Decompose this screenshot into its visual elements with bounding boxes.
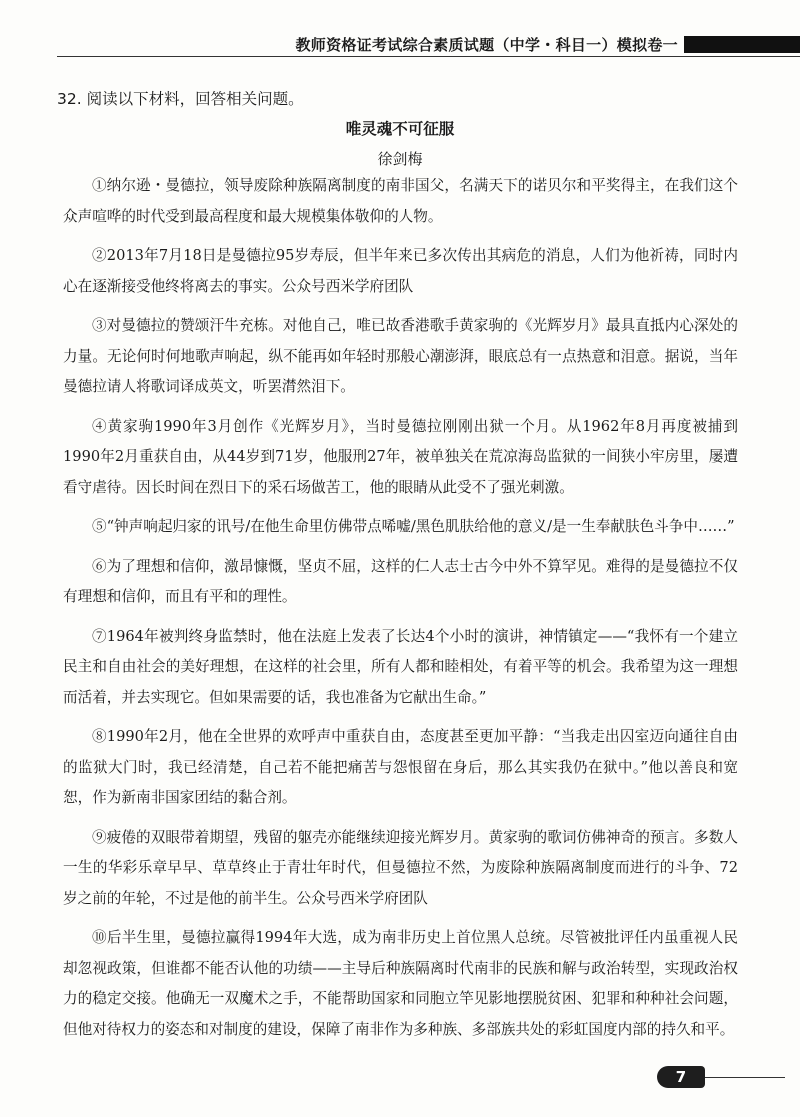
page-footer: [657, 1066, 800, 1090]
paragraph-4: ④黄家驹1990年3月创作《光辉岁月》，当时曼德拉刚刚出狱一个月。从1962年8月再度被捕到1990年2月重获自由，从44岁到71岁，他服刑27年，被单独关在荒凉海岛监狱的一间狭小牢房里，屡遭看守虐待。因长时间在烈日下的采石场做苦工，他的眼睛从此受不了强光刺激。: [63, 417, 738, 496]
page-header: [0, 32, 800, 56]
header-black-bar: [684, 36, 800, 53]
paragraph-10: ⑩后半生里，曼德拉赢得1994年大选，成为南非历史上首位黑人总统。尽管被批评任内虽重视人民却忽视政策，但谁都不能否认他的功绩——主导后种族隔离时代南非的民族和解与政治转型，实现政治权力的稳定交接。他确无一双魔术之手，不能帮助国家和同胞立竿见影地摆脱贫困、犯罪和种种社会问题，但他对待权力的姿态和对制度的建设，保障了南非作为多种族、多部族共处的彩虹国度内部的持久和平。: [63, 929, 738, 1038]
paragraph-1: ①纳尔逊・曼德拉，领导废除种族隔离制度的南非国父，名满天下的诺贝尔和平奖得主，在我们这个众声喧哗的时代受到最高程度和最大规模集体敬仰的人物。: [63, 177, 738, 225]
question-prompt: 32. 阅读以下材料，回答相关问题。: [57, 90, 304, 108]
paragraph-9: ⑨疲倦的双眼带着期望，残留的躯壳亦能继续迎接光辉岁月。黄家驹的歌词仿佛神奇的预言。多数人一生的华彩乐章早早、草草终止于青壮年时代，但曼德拉不然，为废除种族隔离制度而进行的斗争、72岁之前的年轮，不过是他的前半生。公众号西米学府团队: [63, 828, 738, 907]
article-body: [63, 171, 738, 1054]
paragraph-7: ⑦1964年被判终身监禁时，他在法庭上发表了长达4个小时的演讲，神情镇定——“我怀有一个建立民主和自由社会的美好理想，在这样的社会里，所有人都和睦相处，有着平等的机会。我希望为这一理想而活着，并去实现它。但如果需要的话，我也准备为它献出生命。”: [63, 627, 738, 706]
paragraph-5: ⑤“钟声响起归家的讯号/在他生命里仿佛带点唏嘘/黑色肌肤给他的意义/是一生奉献肤色斗争中……”: [92, 518, 735, 535]
paragraph-3: ③对曼德拉的赞颂汗牛充栋。对他自己，唯已故香港歌手黄家驹的《光辉岁月》最具直抵内心深处的力量。无论何时何地歌声响起，纵不能再如年轻时那般心潮澎湃，眼底总有一点热意和泪意。据说，当年曼德拉请人将歌词译成英文，听罢潸然泪下。: [63, 317, 738, 395]
paragraph-6: ⑥为了理想和信仰，激昂慷慨，坚贞不屈，这样的仁人志士古今中外不算罕见。难得的是曼德拉不仅有理想和信仰，而且有平和的理性。: [63, 557, 738, 605]
paragraph-8: ⑧1990年2月，他在全世界的欢呼声中重获自由，态度甚至更加平静：“当我走出囚室迈向通往自由的监狱大门时，我已经清楚，自己若不能把痛苦与怨恨留在身后，那么其实我仍在狱中。”他以善良和宽恕，作为新南非国家团结的黏合剂。: [63, 728, 738, 806]
header-rule: [57, 56, 800, 57]
footer-rule: [705, 1077, 785, 1078]
article-title: 唯灵魂不可征服: [345, 120, 455, 138]
header-title: 教师资格证考试综合素质试题（中学・科目一）模拟卷一: [295, 36, 678, 54]
article-author: 徐剑梅: [377, 150, 423, 168]
paragraph-2: ②2013年7月18日是曼德拉95岁寿辰，但半年来已多次传出其病危的消息，人们为他祈祷，同时内心在逐渐接受他终将离去的事实。公众号西米学府团队: [63, 247, 738, 295]
page-number: 7: [675, 1068, 687, 1086]
